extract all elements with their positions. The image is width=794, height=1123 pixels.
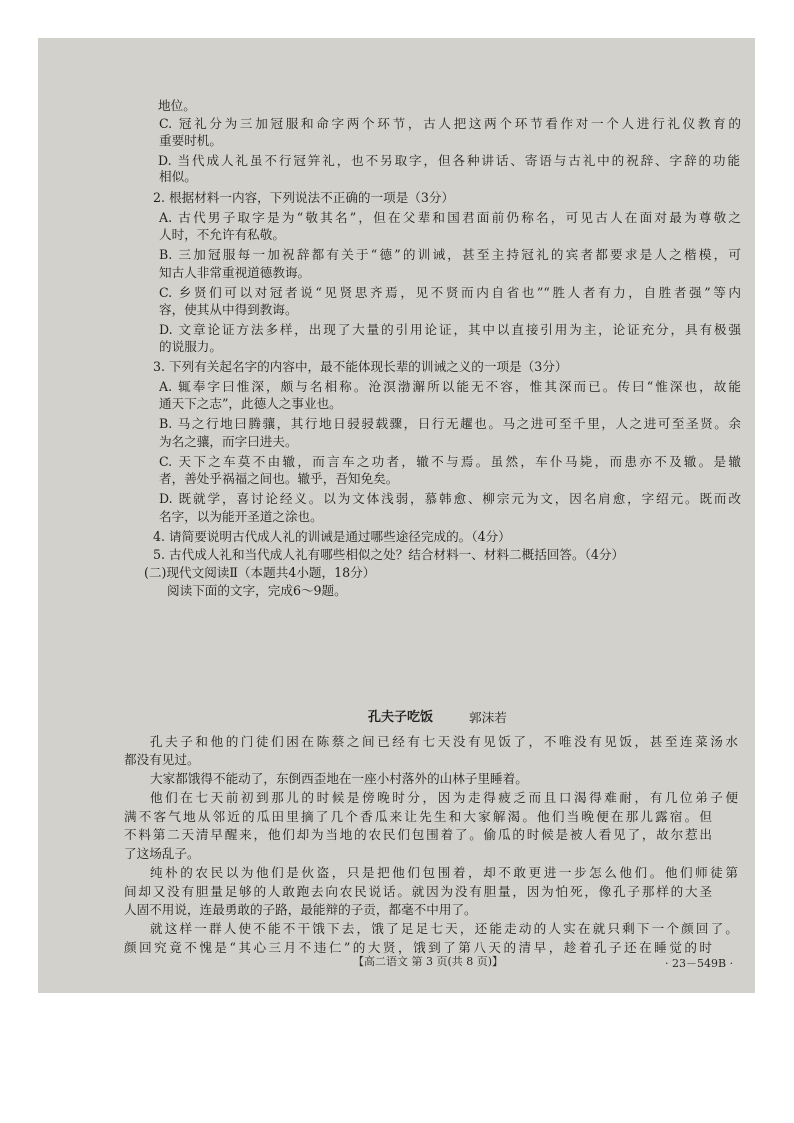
text-line: 人时，不允许有私敬。 [159,227,285,242]
text-line: 通天下之志”，此德人之事业也。 [159,396,342,411]
text-line: B. 三加冠服每一加祝辞都有关于“德”的训诫，甚至主持冠礼的宾者都要求是人之楷模，可 [159,247,741,262]
text-line: D. 既就学，喜讨论经义。以为文体浅弱，慕韩愈、柳宗元为文，因名肩愈，字绍元。既而改 [159,491,741,506]
text-line: 4. 请简要说明古代成人礼的训诫是通过哪些途径完成的。（4分） [153,529,511,544]
scanned-page [38,38,755,993]
text-line: 孔夫子和他的门徒们困在陈蔡之间已经有七天没有见饭了，不唯没有见饭，甚至连菜汤水 [150,734,738,749]
text-line: 2. 根据材料一内容，下列说法不正确的一项是（3分） [153,190,455,205]
text-line: 了这场乱子。 [124,846,200,861]
text-line: D. 当代成人礼虽不行冠笄礼，也不另取字，但各种讲话、寄语与古礼中的祝辞、字辞的功能 [158,153,740,168]
text-line: C. 天下之车莫不由辙，而言车之功者，辙不与焉。虽然，车仆马毙，而患亦不及辙。是辙 [159,454,741,469]
text-line: A. 辄奉字曰惟深，颇与名相称。沧溟渤澥所以能无不容，惟其深而已。传曰“惟深也，故能 [159,379,741,394]
text-line: 知古人非常重视道德教诲。 [159,265,311,280]
text-line: 名字，以为能开圣道之涂也。 [159,509,323,524]
text-line: 颜回究竟不愧是“其心三月不违仁”的大贤，饿到了第八天的清早，趁着孔子还在睡觉的时 [124,940,712,955]
text-line: B. 马之行地曰腾骧，其行地日骎骎载骤，日行无趯也。马之进可至千里，人之进可至圣贤。余 [159,416,741,431]
text-line: 5. 古代成人礼和当代成人礼有哪些相似之处？结合材料一、材料二概括回答。（4分） [153,547,625,562]
text-line: 的说服力。 [159,339,222,354]
text-line: 就这样一群人使不能不干饿下去，饿了足足七天，还能走动的人实在就只剩下一个颜回了。 [150,921,738,936]
page-code: · 23－549B · [665,957,734,970]
text-line: 满不客气地从邻近的瓜田里摘了几个香瓜来让先生和大家解渴。他们当晚便在那儿露宿。但 [124,809,712,824]
page-text [38,38,755,993]
text-line: 容，使其从中得到教诲。 [159,302,298,317]
text-line: 相似。 [159,169,197,184]
text-line: (二)现代文阅读Ⅱ（本题共4小题，18分） [144,565,376,580]
text-line: 者，善处乎祸福之间也。辙乎，吾知免矣。 [159,471,399,486]
story-title: 孔夫子吃饭 [368,710,434,725]
text-line: 大家都饿得不能动了，东倒西歪地在一座小村落外的山林子里睡着。 [150,771,528,786]
text-line: 为名之骧，而字曰进夫。 [159,434,298,449]
story-author: 郭沫若 [469,710,507,725]
text-line: 重要时机。 [159,133,222,148]
text-line: 3. 下列有关起名字的内容中，最不能体现长辈的训诫之义的一项是（3分） [153,359,568,374]
text-line: 都没有见过。 [124,752,200,767]
text-line: A. 古代男子取字是为“敬其名”，但在父辈和国君面前仍称名，可见古人在面对最为尊敬之 [159,210,741,225]
text-line: 不料第二天清早醒来，他们却为当地的农民们包围着了。偷瓜的时候是被人看见了，故尔惹出 [124,827,712,842]
text-line: 纯朴的农民以为他们是伙盗，只是把他们包围着，却不敢更进一步怎么他们。他们师徒第 [150,865,738,880]
text-line: 间却又没有胆量足够的人敢跑去向农民说话。就因为没有胆量，因为怕死，像孔子那样的大圣 [124,884,712,899]
text-line: C. 冠礼分为三加冠服和命字两个环节，古人把这两个环节看作对一个人进行礼仪教育的 [159,116,741,131]
text-line: C. 乡贤们可以对冠者说“见贤思齐焉，见不贤而内自省也”“胜人者有力，自胜者强”等内 [159,285,741,300]
text-line: D. 文章论证方法多样，出现了大量的引用论证，其中以直接引用为主，论证充分，具有极强 [159,322,741,337]
text-line: 他们在七天前初到那儿的时候是傍晚时分，因为走得疲乏而且口渴得难耐，有几位弟子便 [150,790,738,805]
page-footer: 【高二语文 第 3 页(共 8 页)】 [353,955,504,968]
text-line: 阅读下面的文字，完成6～9题。 [167,583,347,598]
text-line: 人固不用说，连最勇敢的子路，最能辩的子贡，都毫不中用了。 [124,902,477,917]
text-line: 地位。 [158,98,196,113]
